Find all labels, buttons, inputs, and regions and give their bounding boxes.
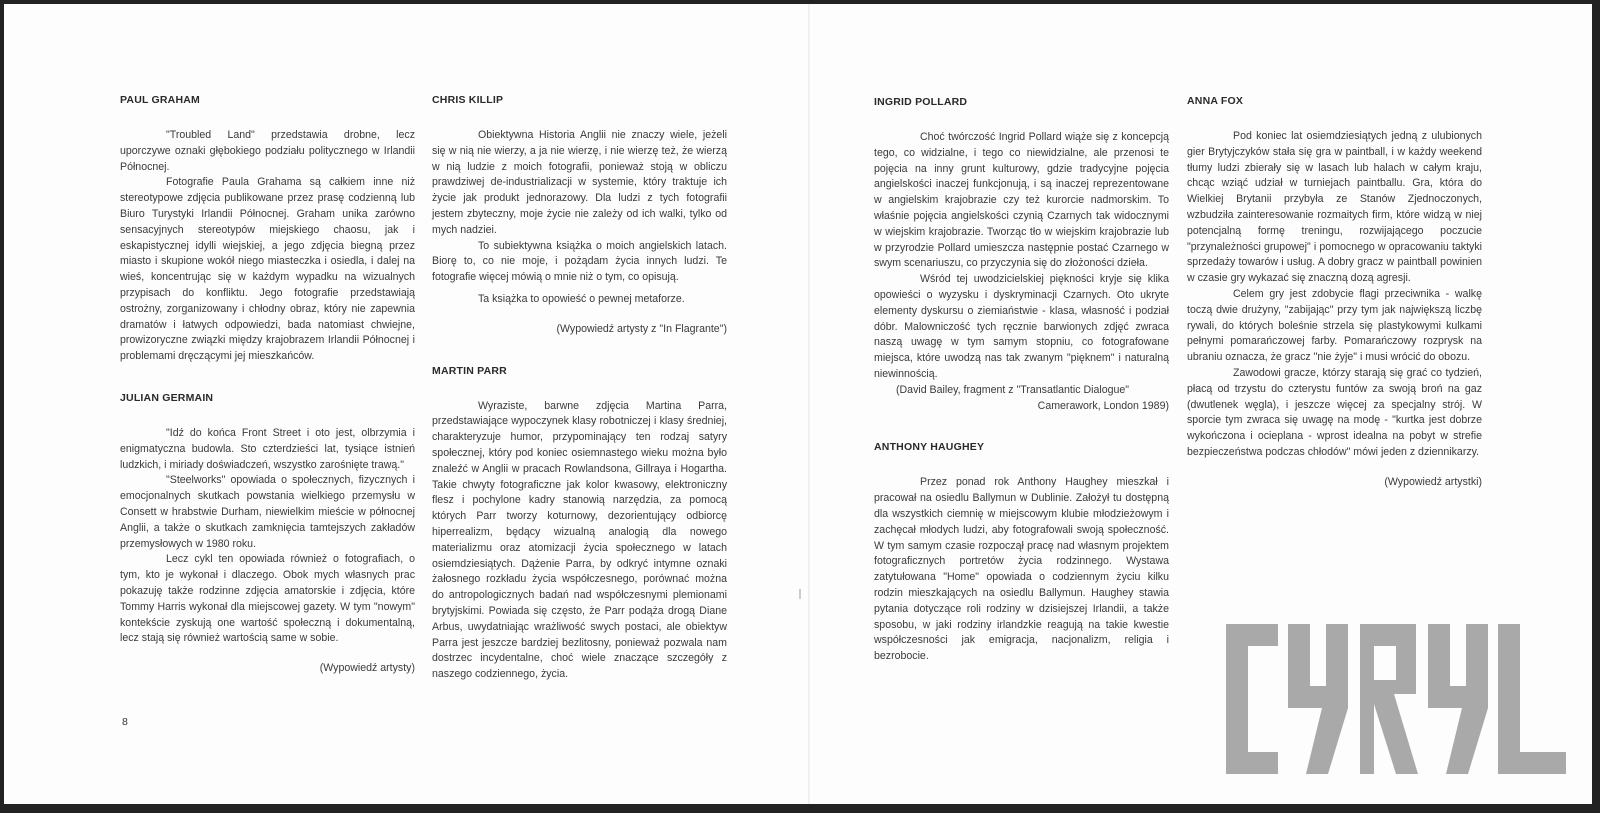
- paragraph: To subiektywna książka o moich angielskich latach. Biorę to, co nie moje, i pożądam życia innych ludzi. Te fotografie więcej mówią o mnie niż o tym, co opisują.: [432, 239, 727, 284]
- paragraph: Zawodowi gracze, którzy starają się grać co tydzień, płacą od trzystu do czterystu funtów za swoją broń na gaz (dwutlenek węgla), i jeszcze więcej za specjalny strój. W sporcie tym zwraca się uwagę na modę - "kurtka jest dobrze wykończona i ocieplana - wprost idealna na pobyt w strefie bezpieczeństwa podczas chłodów" mówi jeden z dziennikarzy.: [1187, 366, 1482, 458]
- watermark-letter-l: [1498, 624, 1566, 774]
- section-heading: INGRID POLLARD: [874, 96, 968, 108]
- citation-source-publication: Camerawork, London 1989): [1037, 399, 1169, 412]
- watermark-letters: [1226, 624, 1566, 774]
- watermark-letter-y: [1288, 624, 1348, 774]
- section-heading: PAUL GRAHAM: [120, 94, 200, 106]
- paragraph: Lecz cykl ten opowiada również o fotografiach, o tym, kto je wykonał i dlaczego. Obok mych własnych prac pokazuję także rodzinne zdjęcia amatorskie i zdjęcia, które Tommy Harris wykonał dla miejscowej gazety. W tym "nowym" kontekście zyskują one wartość społeczną i dokumentalną, lecz stają się również wartością same w sobie.: [120, 553, 415, 645]
- section-anna-fox: [1187, 95, 1482, 491]
- right-page-column-2: [1187, 95, 1482, 518]
- watermark-letter-c: [1226, 624, 1278, 774]
- book-spread: [4, 4, 1592, 804]
- section-martin-parr: [432, 365, 727, 683]
- paragraph: "Steelworks" opowiada o społecznych, fizycznych i emocjonalnych skutkach powstania wielkiego przemysłu w Consett w hrabstwie Durham, niewielkim mieście w północnej Anglii, a także o skutkach zamknięcia tamtejszych zakładów przemysłowych w 1980 roku.: [120, 474, 415, 550]
- paragraph: Wyraziste, barwne zdjęcia Martina Parra, przedstawiające wypoczynek klasy robotniczej i klasy średniej, charakteryzuje humor, przypominający ten rodzaj satyry społecznej, który pod koniec osiemnastego wieku można było znaleźć w Anglii w pracach Rowlandsona, Gillraya i Hogartha. Takie chwyty fotograficzne jak kolor kwasowy, elektroniczny flesz i pochylone kadry stanowią narzędzia, za pomocą których Parr tworzy koturnowy, dezorientujący odbiorcę hiperrealizm, będący wizualną analogią dla nowego materializmu oraz atomizacji życia społecznego w latach osiemdziesiątych. Dążenie Parra, by odkryć intymne oznaki żałosnego rozkładu życia współczesnego, porównać można do antropologicznych badań nad współczesnymi plemionami brytyjskimi. Powiada się często, że Parr podąża drogą Diane Arbus, uwydatniając wrażliwość swych postaci, ale obiektyw Parra jest jeszcze bardziej bezlitosny, ponieważ pozwala nam dostrzec incydentalne, choć wiele znaczące szczegóły z naszego codziennego, życia.: [432, 399, 727, 681]
- section-ingrid-pollard: [874, 96, 1169, 414]
- artist-statement-signature: (Wypowiedź artysty): [319, 662, 415, 675]
- paragraph: Ta książka to opowieść o pewnej metaforze.: [478, 292, 685, 305]
- paragraph: Choć twórczość Ingrid Pollard wiąże się z koncepcją tego, co widzialne, i tego co niewidzialne, ale przenosi te pojęcia na inny grunt kulturowy, gdzie tradycyjne pojęcia angielskości inaczej funkcjonują, i są inaczej reprezentowane w angielskim krajobrazie czy też kurorcie nadmorskim. To właśnie pojęcia angielskości czynią Czarnych tak widocznymi w wiejskim krajobrazie. Tworząc tło w wiejskim krajobrazie lub w przyrodzie Pollard umieszcza następnie postać Czarnego w swym scenariuszu, co przyczynia się do złożoności dzieła.: [874, 131, 1169, 270]
- artist-statement-signature: (Wypowiedź artystki): [1384, 475, 1482, 488]
- paragraph: Pod koniec lat osiemdziesiątych jedną z ulubionych gier Brytyjczyków stała się gra w paintball, i w każdy weekend tłumy ludzi zbierały się w lasach lub halach w całym kraju, chcąc wziąć udział w turniejach paintballu. Gra, która do Wielkiej Brytanii przybyła ze Stanów Zjednoczonych, wzbudziła zainteresowanie rozmaitych firm, które widzą w niej potencjalną formę treningu, rozwijającego poczucie "przynależności grupowej" i pomocnego w opracowaniu taktyki sprzedaży towarów i usług. A dobry gracz w paintball powinien w czasie gry wykazać się znaczną dozą agresji.: [1187, 130, 1482, 285]
- paragraph: "Idź do końca Front Street i oto jest, olbrzymia i enigmatyczna budowla. Sto czterdzieści lat, tysiące istnień ludzkich, i miriady doświadczeń, wszystko zarośnięte trawą.": [120, 426, 415, 471]
- section-paul-graham: [120, 94, 415, 365]
- page-fold: [808, 4, 810, 804]
- paper-speck: [799, 589, 801, 599]
- artist-statement-signature: (Wypowiedź artysty z "In Flagrante"): [556, 322, 727, 335]
- cyryl-watermark-logo: [1226, 624, 1566, 774]
- paragraph: Celem gry jest zdobycie flagi przeciwnika - walkę toczą dwie drużyny, "zabijając" przy tym jak największą liczbę rywali, do których boleśnie strzela się plastykowymi kulkami pełnymi pomarańczowej farby. Pomarańczowy rozprysk na ubraniu oznacza, że gracz "nie żyje" i musi wrócić do obozu.: [1187, 287, 1482, 364]
- page-number-left: 8: [122, 716, 128, 728]
- paragraph: Wśród tej uwodzicielskiej piękności kryje się klika opowieści o wyzysku i dyskryminacji Czarnych. Oto ukryte elementy dyskursu o ziemiaństwie - klasa, własność i podział dóbr. Malowniczość tych ręcznie barwionych zdjęć zwraca naszą uwagę w tym samym stopniu, co fotografowane miejsca, które uwodzą nas tak zwanym "pięknem" i naturalną niewinnością.: [874, 273, 1169, 380]
- section-heading: JULIAN GERMAIN: [120, 391, 214, 404]
- section-heading: MARTIN PARR: [432, 364, 507, 377]
- section-heading: ANNA FOX: [1187, 95, 1244, 107]
- watermark-letter-y-2: [1428, 624, 1488, 774]
- paragraph: Fotografie Paula Grahama są całkiem inne niż stereotypowe zdjęcia publikowane przez prasę codzienną lub Biuro Turystyki Irlandii Północnej. Graham unika zarówno sensacyjnych stereotypów miejskiego chaosu, jak i eskapistycznej idylli wiejskiej, a jego zdjęcia biegną przez miasto i skupione wokół niego miasteczka i osiedla, i dalej na wieś, koncentrując się w każdym wypadku na wizualnych przypisach do konfliktu. Jego fotografie przedstawiają ostrożny, zorganizowany i chłodny obraz, który nie zapewnia dramatów i łatwych odpowiedzi, bada natomiast chwiejne, prowizoryczne związki między krajobrazem Irlandii Północnej i problemami dręczącymi jej mieszkańców.: [120, 176, 415, 363]
- section-heading: CHRIS KILLIP: [432, 94, 504, 106]
- section-anthony-haughey: [874, 441, 1169, 665]
- section-julian-germain: [120, 392, 415, 677]
- paragraph: "Troubled Land" przedstawia drobne, lecz uporczywe oznaki głębokiego podziału politycznego w Irlandii Północnej.: [120, 129, 415, 173]
- left-page-column-2: [432, 94, 727, 710]
- right-page-column-1: [874, 96, 1169, 692]
- citation-source: (David Bailey, fragment z "Transatlantic Dialogue": [896, 383, 1130, 396]
- paragraph: Obiektywna Historia Anglii nie znaczy wiele, jeżeli się w nią nie wierzy, a ja nie wierzę, i nie wierzę też, że wierzą w nią ludzie z moich fotografii, ponieważ stoją w obliczu prawdziwej de-industrializacji w systemie, który traktuje ich życie jak produkt jednorazowy. Dla ludzi z tych fotografii jestem zbyteczny, moje życie nie zależy od ich walki, tylko od mych nadziei.: [432, 129, 727, 236]
- paragraph: Przez ponad rok Anthony Haughey mieszkał i pracował na osiedlu Ballymun w Dublinie. Założył tu dostępną dla wszystkich ciemnię w miejscowym klubie młodzieżowym i zachęcał młodych ludzi, aby fotografowali swoją społeczność. W tym samym czasie rozpoczął pracę nad własnym projektem fotograficznych portretów życia rodzinnego. Wystawa zatytułowana "Home" opowiada o codziennym życiu kilku rodzin mieszkających na osiedlu Ballymun. Haughey stawia pytania dotyczące roli rodziny w dzisiejszej Irlandii, a także sposobu, w jaki rodziny irlandzkie reagują na takie kwestie współczesności jak emigracja, nacjonalizm, religia i bezrobocie.: [874, 476, 1169, 663]
- section-heading: ANTHONY HAUGHEY: [874, 441, 985, 454]
- watermark-letter-r: [1360, 624, 1418, 774]
- section-chris-killip: [432, 94, 727, 338]
- left-page-column-1: [120, 94, 415, 704]
